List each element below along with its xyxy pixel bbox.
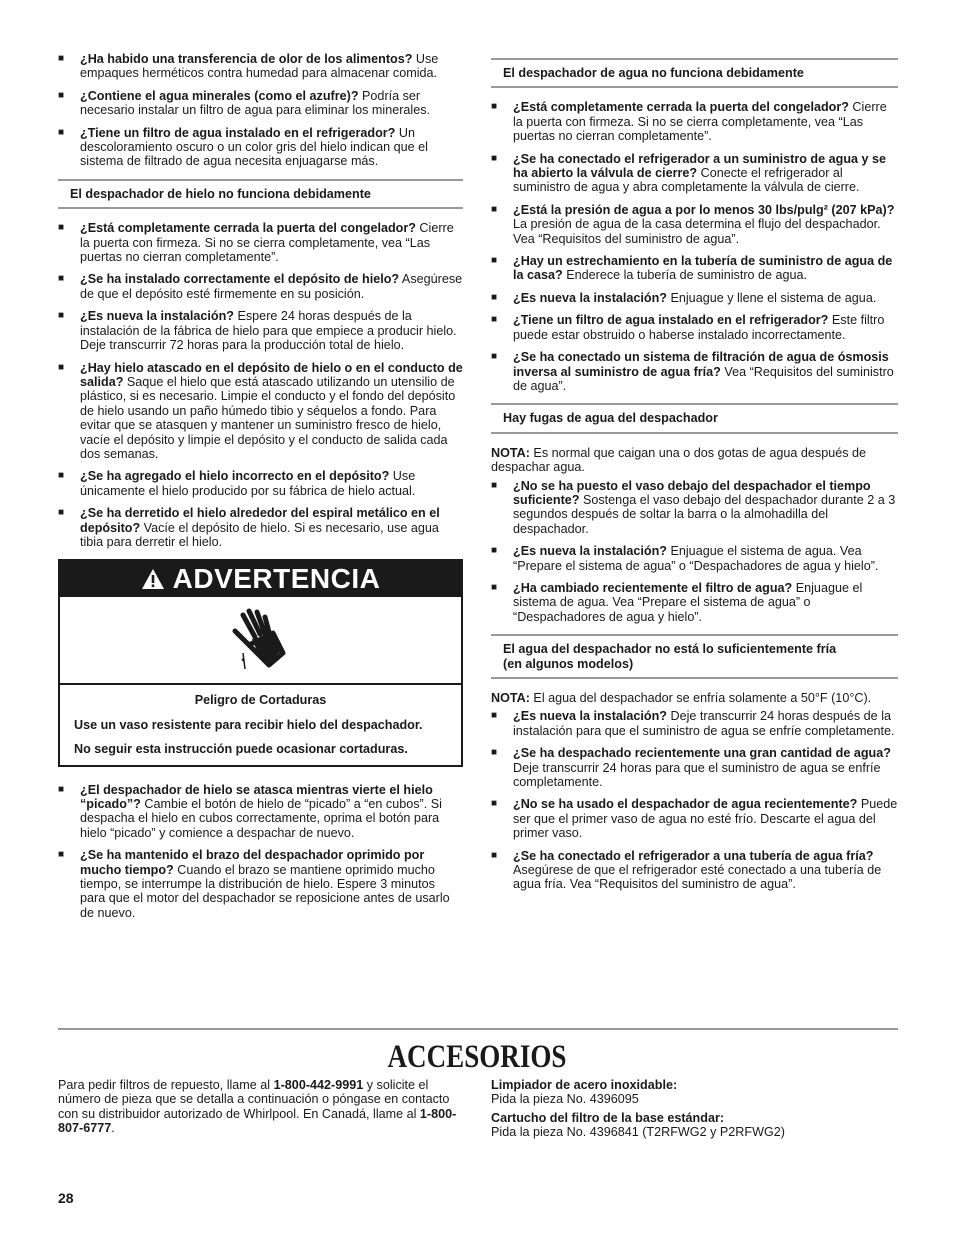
question-text: ¿Contiene el agua minerales (como el azufre)?: [80, 88, 359, 103]
answer-text: Enjuague el sistema de agua. Vea “Prepare el sistema de agua” o “Despachadores de agua y hielo”.: [513, 580, 863, 624]
warning-title: Peligro de Cortaduras: [194, 693, 327, 708]
list-item: [58, 89, 463, 118]
list-item: [58, 309, 463, 352]
note-paragraph: [491, 446, 898, 475]
question-text: ¿Hay un estrechamiento en la tubería de suministro de agua de la casa?: [513, 254, 893, 283]
answer-text: Use únicamente el hielo producido por su fábrica de hielo actual.: [80, 469, 416, 498]
accessories-list: [491, 1078, 898, 1144]
bullet-icon: ■: [491, 849, 498, 861]
question-text: ¿Es nueva la instalación?: [513, 290, 667, 305]
accessory-part: Pida la pieza No. 4396095: [491, 1092, 639, 1107]
question-text: ¿Tiene un filtro de agua instalado en el refrigerador?: [80, 125, 396, 140]
list-item: [491, 100, 898, 143]
bullet-icon: ■: [491, 747, 498, 759]
list-item: [491, 849, 898, 892]
question-text: ¿Está completamente cerrada la puerta del congelador?: [80, 221, 416, 236]
note-paragraph: [491, 691, 898, 705]
bullet-icon: ■: [491, 101, 498, 113]
list-item: [58, 783, 463, 841]
answer-text: Cierre la puerta con firmeza. Si no se cierra completamente, vea “Las puertas no cierran completamente”.: [513, 100, 887, 144]
bullet-icon: ■: [491, 581, 498, 593]
right-column: [491, 58, 898, 900]
bullet-icon: ■: [491, 798, 498, 810]
page-number: 28: [58, 1190, 74, 1206]
answer-text: Deje transcurrir 24 horas después de la instalación para que el suministro de agua se enfríe completamente.: [513, 709, 895, 738]
bullet-icon: ■: [58, 507, 65, 519]
answer-text: Sostenga el vaso debajo del despachador durante 2 a 3 segundos después de soltar la barra o la almohadilla del despachador.: [513, 492, 896, 536]
warning-instruction: Use un vaso resistente para recibir hielo del despachador.: [74, 717, 423, 732]
accessory-part: Pida la pieza No. 4396841 (T2RFWG2 y P2RFWG2): [491, 1125, 785, 1140]
answer-text: Cierre la puerta con firmeza. Si no se cierra completamente, vea “Las puertas no cierran completamente”.: [80, 221, 454, 265]
accessories-title: ACCESORIOS: [387, 1039, 567, 1075]
warning-header: [60, 561, 461, 597]
bullet-icon: ■: [491, 479, 498, 491]
bullet-icon: ■: [58, 126, 65, 138]
list-item: [491, 152, 898, 195]
bullet-icon: ■: [58, 470, 65, 482]
answer-text: Enjuague el sistema de agua. Vea “Prepare el sistema de agua” o “Despachadores de agua y hielo”.: [513, 544, 879, 573]
answer-text: Cambie el botón de hielo de “picado” a “en cubos”. Si despacha el hielo en cubos correctamente, oprima el botón para hielo “picado” y comience a despachar de nuevo.: [80, 797, 442, 840]
note-text: El agua del despachador se enfría solamente a 50°F (10°C).: [529, 691, 872, 705]
list-item: [491, 479, 898, 537]
question-text: ¿Se ha mantenido el brazo del despachador oprimido por mucho tiempo?: [80, 848, 425, 877]
question-text: ¿Ha habido una transferencia de olor de los alimentos?: [80, 52, 413, 66]
list-item: [491, 203, 898, 246]
section-heading-line: (en algunos modelos): [503, 656, 634, 671]
bullet-icon: ■: [58, 53, 65, 64]
bullet-icon: ■: [491, 545, 498, 557]
note-text: Es normal que caigan una o dos gotas de agua después de despachar agua.: [491, 445, 867, 475]
accessories-intro: [58, 1078, 463, 1136]
note-label: NOTA:: [491, 691, 530, 705]
question-text: ¿Se ha conectado el refrigerador a un suministro de agua y se ha abierto la válvula de cierre?: [513, 151, 887, 181]
bullet-icon: ■: [491, 152, 498, 164]
question-text: ¿Se ha agregado el hielo incorrecto en el depósito?: [80, 469, 390, 484]
accessory-name: Cartucho del filtro de la base estándar:: [491, 1110, 725, 1125]
warning-consequence: No seguir esta instrucción puede ocasionar cortaduras.: [74, 742, 408, 757]
answer-text: Puede ser que el primer vaso de agua no esté frío. Descarte el agua del primer vaso.: [513, 797, 898, 841]
answer-text: Vea “Requisitos del suministro de agua”.: [513, 364, 894, 393]
left-column: [58, 52, 463, 928]
answer-text: Enjuague y llene el sistema de agua.: [666, 290, 877, 305]
section-heading-water-not-cold: [491, 634, 898, 679]
bullet-icon: ■: [58, 89, 65, 101]
answer-text: Espere 24 horas después de la instalación de la fábrica de hielo para que empiece a producir hielo. Deje transcurrir 72 horas para la producción total de hielo.: [80, 309, 457, 353]
bullet-icon: ■: [58, 273, 65, 285]
question-text: ¿Se ha despachado recientemente una gran cantidad de agua?: [513, 746, 891, 761]
answer-text: Vacíe el depósito de hielo. Si es necesario, use agua tibia para derretir el hielo.: [80, 520, 439, 549]
list-item: [491, 581, 898, 624]
bullet-icon: ■: [491, 291, 498, 303]
answer-text: La presión de agua de la casa determina el flujo del despachador. Vea “Requisitos del suministro de agua”.: [513, 217, 881, 246]
section-heading-water-leaks: Hay fugas de agua del despachador: [491, 403, 898, 433]
bullet-icon: ■: [491, 314, 498, 326]
section-heading-water-dispenser: El despachador de agua no funciona debidamente: [491, 58, 898, 88]
bullet-icon: ■: [491, 203, 498, 215]
question-text: ¿Ha cambiado recientemente el filtro de agua?: [513, 580, 793, 595]
bullet-icon: ■: [491, 255, 498, 267]
list-item: [58, 126, 463, 169]
section-heading-line: El agua del despachador no está lo suficientemente fría: [503, 642, 837, 657]
section-divider: [58, 1028, 898, 1030]
bullet-icon: ■: [58, 222, 65, 234]
answer-text: Conecte el refrigerador al suministro de agua y abra completamente la válvula de cierre.: [513, 166, 860, 195]
answer-text: Use empaques herméticos contra humedad para almacenar comida.: [80, 52, 439, 81]
question-text: ¿Es nueva la instalación?: [513, 544, 667, 559]
phone-number-us: 1-800-442-9991: [273, 1078, 364, 1092]
intro-text: Para pedir filtros de repuesto, llame al: [58, 1078, 274, 1092]
note-label: NOTA:: [491, 445, 530, 460]
question-text: ¿Se ha conectado el refrigerador a una tubería de agua fría?: [513, 848, 874, 863]
list-item: [58, 52, 463, 81]
bullet-icon: ■: [58, 849, 65, 861]
question-text: ¿El despachador de hielo se atasca mientras vierte el hielo “picado”?: [80, 782, 433, 811]
list-item: [58, 361, 463, 462]
list-item: [58, 848, 463, 920]
list-item: [491, 313, 898, 342]
answer-text: Asegúrese de que el refrigerador esté conectado a una tubería de agua fría. Vea “Requisitos del suministro de agua”.: [513, 863, 882, 892]
list-item: [58, 272, 463, 301]
question-text: ¿Hay hielo atascado en el depósito de hielo o en el conducto de salida?: [80, 360, 463, 389]
intro-text: .: [111, 1121, 115, 1136]
question-text: ¿Es nueva la instalación?: [80, 309, 234, 324]
list-item: [491, 797, 898, 840]
cut-hand-icon: [229, 607, 293, 674]
question-text: ¿Se ha conectado un sistema de filtración de agua de ósmosis inversa al suministro de agua fría?: [513, 350, 889, 379]
question-text: ¿Está la presión de agua a por lo menos 30 lbs/pulg² (207 kPa)?: [513, 202, 895, 217]
answer-text: Cuando el brazo se mantiene oprimido mucho tiempo, se interrumpe la distribución de hielo. Espere 3 minutos para que el motor del despachador se reposicione antes de usarlo de nuevo.: [80, 862, 450, 920]
phone-number-canada: 1-800-807-6777: [58, 1106, 457, 1136]
answer-text: Saque el hielo que está atascado utilizando un utensilio de plástico, si es necesario. Limpie el conducto y el fondo del depósito de hielo usando un paño húmedo tibio y séquelos a fondo. Para evitar que se atasquen y mantener un suministro fresco de hielo, vacíe el depósito y limpie el depósito y el conducto de salida cada dos semanas.: [80, 374, 456, 461]
question-text: ¿Es nueva la instalación?: [513, 709, 667, 724]
question-text: ¿No se ha usado el despachador de agua recientemente?: [513, 797, 858, 812]
intro-text: y solicite el número de pieza que se detalla a continuación o póngase en contacto con su distribuidor autorizado de Whirlpool. En Canadá, llame al: [58, 1078, 450, 1121]
list-item: [491, 254, 898, 283]
bullet-icon: ■: [58, 783, 65, 795]
list-item: [491, 350, 898, 393]
list-item: [491, 709, 898, 738]
bullet-icon: ■: [491, 351, 498, 363]
bullet-icon: ■: [491, 710, 498, 722]
warning-triangle-icon: [141, 568, 165, 590]
question-text: ¿Está completamente cerrada la puerta del congelador?: [513, 100, 849, 115]
question-text: ¿Se ha derretido el hielo alrededor del espiral metálico en el depósito?: [80, 506, 440, 535]
accessory-name: Limpiador de acero inoxidable:: [491, 1078, 678, 1092]
answer-text: Este filtro puede estar obstruido o haberse instalado incorrectamente.: [513, 313, 885, 342]
section-heading-ice-dispenser: El despachador de hielo no funciona debidamente: [58, 179, 463, 209]
list-item: [58, 221, 463, 264]
answer-text: Podría ser necesario instalar un filtro de agua para eliminar los minerales.: [80, 88, 431, 118]
list-item: [58, 469, 463, 498]
question-text: ¿Tiene un filtro de agua instalado en el refrigerador?: [513, 313, 829, 328]
warning-header-text: ADVERTENCIA: [172, 563, 381, 595]
list-item: [491, 291, 898, 305]
bullet-icon: ■: [58, 361, 65, 373]
answer-text: Un descoloramiento oscuro o un color gris del hielo indican que el sistema de filtrado de agua necesita enjuagarse más.: [80, 125, 428, 169]
warning-box: [58, 559, 463, 766]
accessory-item: [491, 1078, 898, 1107]
question-text: ¿No se ha puesto el vaso debajo del despachador el tiempo suficiente?: [513, 478, 871, 507]
bullet-icon: ■: [58, 310, 65, 322]
list-item: [58, 506, 463, 549]
list-item: [491, 746, 898, 789]
answer-text: Enderece la tubería de suministro de agua.: [562, 268, 808, 283]
accessory-item: [491, 1111, 898, 1140]
list-item: [491, 544, 898, 573]
question-text: ¿Se ha instalado correctamente el depósito de hielo?: [80, 272, 400, 287]
answer-text: Asegúrese de que el depósito esté firmemente en su posición.: [80, 272, 463, 301]
answer-text: Deje transcurrir 24 horas para que el suministro de agua se enfríe completamente.: [513, 760, 881, 790]
